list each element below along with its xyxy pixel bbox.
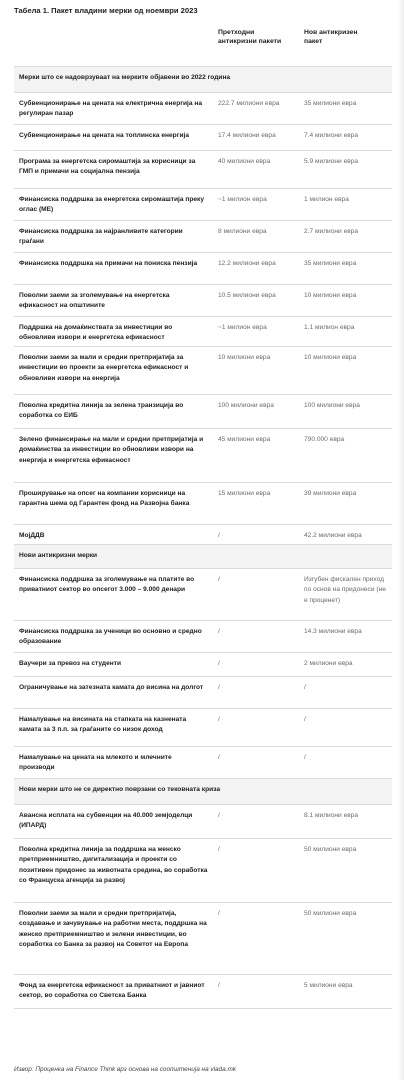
table-row — [14, 124, 392, 150]
table-row — [14, 804, 392, 838]
table-title: Табела 1. Пакет владини мерки од ноември 2023 — [14, 6, 198, 15]
previous-value-cell: 45 милиони евра — [218, 436, 271, 443]
measure-cell: МојДДВ — [19, 532, 45, 539]
section-row — [14, 66, 392, 92]
new-value-cell: 39 милиони евра — [304, 490, 357, 497]
section-label: Нови мерки што не се директно поврзани со тековната криза — [19, 786, 221, 793]
table-row — [14, 252, 392, 284]
table-row — [14, 428, 392, 482]
previous-value-cell: 10 милиони евра — [218, 354, 271, 361]
section-row — [14, 544, 392, 568]
previous-value-cell: 15 милиони евра — [218, 490, 271, 497]
measure-cell: Субвенционирање на цената на електрична енергија на регулиран пазар — [19, 100, 203, 118]
new-value-cell: 7.4 милиони евра — [304, 132, 359, 139]
new-value-cell: 2.7 милиони евра — [304, 228, 359, 235]
measure-cell: Ваучери за превоз на студенти — [19, 660, 122, 667]
new-value-cell: / — [304, 684, 306, 691]
section-label: Мерки што се надоврзуваат на мерките објавени во 2022 година — [19, 74, 231, 81]
new-value-cell: 50 милиони евра — [304, 910, 357, 917]
new-value-cell: 10 милиони евра — [304, 354, 357, 361]
previous-value-cell: / — [218, 982, 220, 989]
previous-value-cell: / — [218, 910, 220, 917]
previous-value-cell: 12.2 милиони евра — [218, 260, 276, 267]
new-value-cell: 100 милиони евра — [304, 402, 360, 409]
table-row — [14, 652, 392, 676]
new-value-cell: 50 милиони евра — [304, 846, 357, 853]
table-row — [14, 284, 392, 316]
new-value-cell: 1 милион евра — [304, 196, 349, 203]
measure-cell: Поволна кредитна линија за поддршка на женско претприемништво, дигитализација и проекти со позитивен придонес за животната средина, во соработка со Француска агенција за развој — [19, 846, 208, 885]
new-value-cell: 10 милиони евра — [304, 292, 357, 299]
section-row — [14, 778, 392, 804]
column-header-previous: Претходни антикризни пакети — [218, 29, 282, 46]
page-edge-shadow — [398, 0, 404, 1080]
measure-cell: Намалување на цената на млекото и млечните производи — [19, 754, 172, 772]
table-bottom-border — [14, 1008, 392, 1009]
measure-cell: Поволни заеми за мали и средни претпријатија за инвестиции во проекти за енергетска ефикасност и обновливи извори на енергија — [19, 354, 189, 382]
previous-value-cell: / — [218, 754, 220, 761]
new-value-cell: 5.9 милиони евра — [304, 158, 359, 165]
previous-value-cell: / — [218, 576, 220, 583]
new-value-cell: Изгубен фискален приход по основ на придонеси (не е проценет) — [304, 576, 386, 604]
measure-cell: Финансиска поддршка за зголемување на платите во приватниот сектор во опсегот 3.000 – 9.000 денари — [19, 576, 195, 594]
measure-cell: Поволна кредитна линија за зелена транзиција во соработка со ЕИБ — [19, 402, 184, 420]
previous-value-cell: 222.7 милиони евра — [218, 100, 280, 107]
measure-cell: Поддршка на домаќинствата за инвестиции во обновливи извори и енергетска ефикасност — [19, 324, 173, 342]
measure-cell: Поволни заеми за зголемување на енергетска ефикасност на општините — [19, 292, 170, 310]
table-row — [14, 220, 392, 252]
table-row — [14, 346, 392, 394]
measure-cell: Авансна исплата на субвенции на 40.000 земјоделци (ИПАРД) — [19, 812, 193, 830]
previous-value-cell: / — [218, 716, 220, 723]
measure-cell: Финансиска поддршка за енергетска сиромаштија преку оглас (МЕ) — [19, 196, 204, 214]
measure-cell: Финансиска поддршка за ученици во основно и средно образование — [19, 628, 202, 646]
measure-cell: Финансиска поддршка за најранливите категории граѓани — [19, 228, 183, 246]
previous-value-cell: / — [218, 684, 220, 691]
new-value-cell: 2 милиони евра — [304, 660, 353, 667]
table-row — [14, 92, 392, 124]
measure-cell: Намалување на висината на стапката на казнената камата за 3 п.п. за граѓаните со низок доход — [19, 716, 187, 734]
new-value-cell: 8.1 милиони евра — [304, 812, 359, 819]
table-row — [14, 524, 392, 544]
previous-value-cell: / — [218, 846, 220, 853]
table-row — [14, 394, 392, 428]
previous-value-cell: / — [218, 812, 220, 819]
new-value-cell: 1.1 милион евра — [304, 324, 355, 331]
new-value-cell: 790.000 евра — [304, 436, 345, 443]
measure-cell: Зелено финансирање на мали и средни претпријатија и домаќинства за инвестиции во обновливи извори на енергија и енергетска ефикасност — [19, 436, 204, 464]
measure-cell: Проширување на опсег на компании корисници на гарантна шема од Гарантен фонд на Развојна банка — [19, 490, 190, 508]
table-row — [14, 482, 392, 524]
new-value-cell: / — [304, 716, 306, 723]
new-value-cell: / — [304, 754, 306, 761]
previous-value-cell: / — [218, 628, 220, 635]
new-value-cell: 35 милиони евра — [304, 260, 357, 267]
section-label: Нови антикризни мерки — [19, 552, 98, 559]
previous-value-cell: 100 милиони евра — [218, 402, 274, 409]
measure-cell: Фонд за енергетска ефикасност за приватниот и јавниот сектор, во соработка со Светска Банка — [19, 982, 205, 1000]
measure-cell: Ограничување на затезната камата до висина на долгот — [19, 684, 204, 691]
previous-value-cell: / — [218, 532, 220, 539]
column-header-new: Нов антикризен пакет — [304, 29, 358, 46]
table-row — [14, 188, 392, 220]
previous-value-cell: 17.4 милиони евра — [218, 132, 276, 139]
measures-table — [14, 66, 392, 1009]
table-row — [14, 316, 392, 346]
table-row — [14, 708, 392, 746]
table-row — [14, 838, 392, 902]
previous-value-cell: 10.5 милиони евра — [218, 292, 276, 299]
previous-value-cell: / — [218, 660, 220, 667]
table-row — [14, 568, 392, 620]
new-value-cell: 35 милиони евра — [304, 100, 357, 107]
measure-cell: Програма за енергетска сиромаштија за корисници за ГМП и примачи на социјална пензија — [19, 158, 196, 176]
new-value-cell: 14.3 милиони евра — [304, 628, 362, 635]
table-row — [14, 902, 392, 974]
previous-value-cell: ~1 милион евра — [218, 324, 267, 331]
source-note: Извор: Проценка на Finance Think врз основа на соопштенија на vlada.mk — [14, 1066, 236, 1073]
table-row — [14, 746, 392, 778]
table-row — [14, 620, 392, 652]
previous-value-cell: 8 милиони евра — [218, 228, 267, 235]
measure-cell: Финансиска поддршка на примачи на пониска пензија — [19, 260, 198, 267]
new-value-cell: 5 милиони евра — [304, 982, 353, 989]
measure-cell: Субвенционирање на цената на топлинска енергија — [19, 132, 190, 139]
measure-cell: Поволни заеми за мали и средни претпријатија, создавање и зачувување на работни места, поддршка на женско претприемништво и зелени инвестиции, во соработка со Банка за развој на Советот на Европа — [19, 910, 207, 949]
table-row — [14, 974, 392, 1008]
table-row — [14, 676, 392, 708]
previous-value-cell: ~1 милион евра — [218, 196, 267, 203]
table-row — [14, 150, 392, 188]
table-header — [14, 28, 392, 64]
previous-value-cell: 40 милиони евра — [218, 158, 271, 165]
new-value-cell: 42.2 милиони евра — [304, 532, 362, 539]
